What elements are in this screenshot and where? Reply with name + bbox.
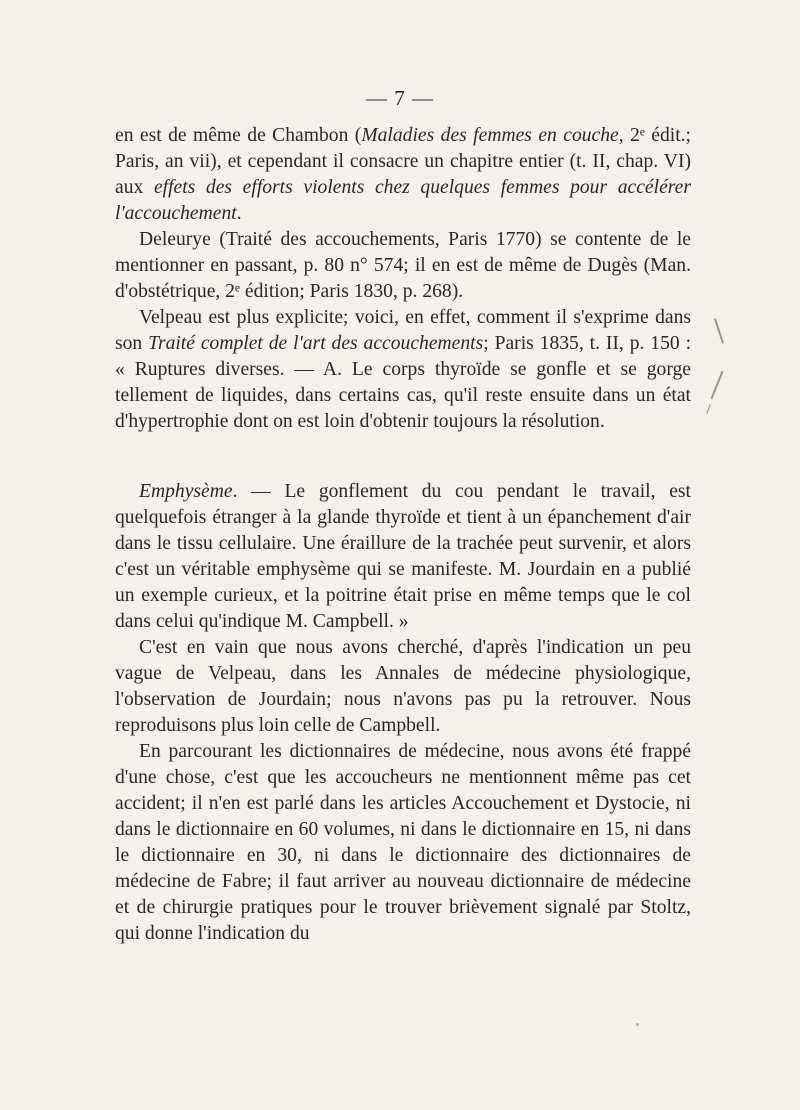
text-run: ; Paris 1835, t. II, p. 150 : « Ruptures diverses. — A. Le corps thyroïde se gonfle et se gorge tellement de liquides, dans certains cas, qu'il reste ensuite dans un état d'hypertrophie dont on est loin d'obtenir toujours la résolution. [115, 333, 692, 432]
paragraph-velpeau [115, 305, 691, 435]
book-title: Maladies des femmes en couche [361, 125, 619, 146]
pencil-mark [710, 371, 723, 400]
text-run: Velpeau est plus explicite; voici, en effet, comment il s'exprime dans son [115, 307, 691, 354]
pencil-mark [714, 318, 724, 343]
paragraph-jourdain: C'est en vain que nous avons cherché, d'après l'indication un peu vague de Velpeau, dans les Annales de médecine physiologique, l'observation de Jourdain; nous n'avons pas pu la retrouver. Nous reproduisons plus loin celle de Campbell. [115, 637, 691, 736]
text-run: . — Le gonflement du cou pendant le travail, est quelquefois étranger à la glande thyroïde et tient à un épanchement d'air dans le tissu cellulaire. Une éraillure de la trachée peut survenir, et alors c'est un véritable emphysème qui se manifeste. M. Jourdain en a publié un exemple curieux, et la poitrine était prise en même temps que le col dans celui qu'indique M. Campbell. » [115, 481, 691, 632]
page-number: — 7 — [366, 86, 434, 110]
text-block-lower [115, 479, 691, 947]
text-run: en est de même de Chambon ( [115, 125, 362, 146]
section-heading: Emphysème [139, 481, 233, 502]
text-block-upper [115, 123, 691, 435]
paragraph-emphyseme [115, 479, 691, 635]
paragraph-chambon [115, 123, 691, 227]
paragraph-dictionnaires: En parcourant les dictionnaires de médecine, nous avons été frappé d'une chose, c'est que les accoucheurs ne mentionnent même pas cet accident; il n'en est parlé dans les articles Accouchement et Dystocie, ni dans le dictionnaire en 60 volumes, ni dans le dictionnaire en 15, ni dans le dictionnaire en 30, ni dans le dictionnaire des dictionnaires de médecine de Fabre; il faut arriver au nouveau dictionnaire de médecine et de chirurgie pratiques pour le trouver brièvement signalé par Stoltz, qui donne l'indication du [115, 741, 691, 944]
chapter-title: effets des efforts violents chez quelques femmes pour accélérer l'accouchement [115, 177, 691, 224]
pencil-mark [706, 404, 710, 414]
paragraph-deleurye: Deleurye (Traité des accouchements, Paris 1770) se contente de le mentionner en passant, p. 80 n° 574; il en est de même de Dugès (Man. d'obstétrique, 2ᵉ édition; Paris 1830, p. 268). [115, 229, 691, 302]
book-title: Traité complet de l'art des accouchements [148, 333, 484, 354]
text-run: . [236, 203, 242, 224]
text-run: , 2ᵉ édit.; Paris, an vii), et cependant il consacre un chapitre entier (t. II, chap. VI) aux [115, 125, 691, 198]
paper-speck [636, 1023, 639, 1026]
